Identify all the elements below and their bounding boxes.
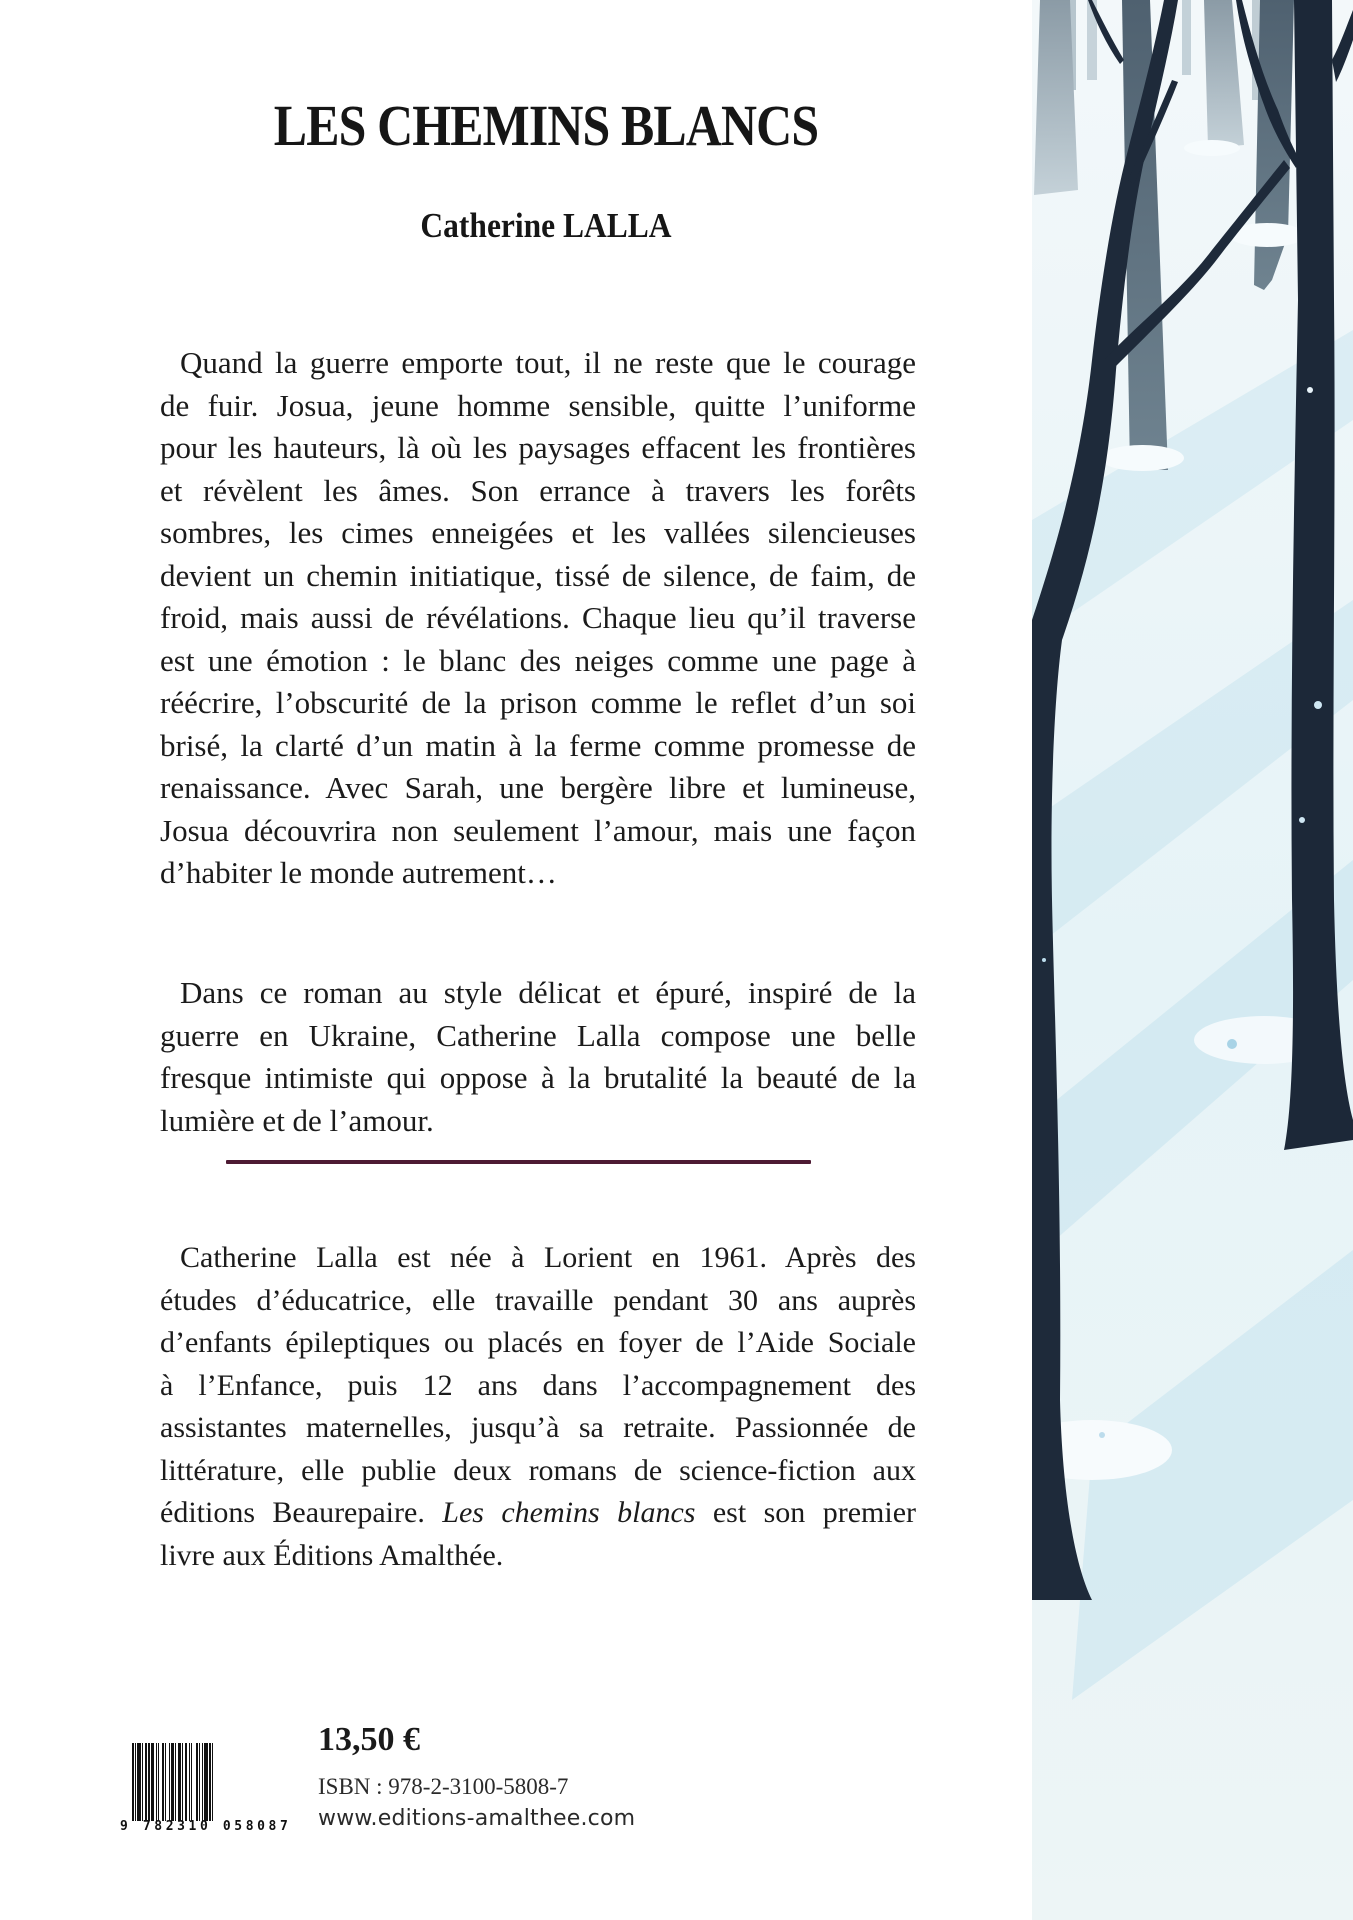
author-biography [160, 1237, 916, 1577]
text-line: d’enfants épileptiques ou placés en foyer de l’Aide Sociale [160, 1326, 916, 1359]
text-line: littérature, elle publie deux romans de science-fiction aux [160, 1453, 916, 1487]
isbn-barcode [120, 1743, 292, 1833]
text-line: et révèlent les âmes. Son errance à travers les forêts [160, 472, 916, 508]
text-line: d’habiter le monde autrement… [160, 855, 557, 890]
text-line: devient un chemin initiatique, tissé de silence, de faim, de [160, 557, 916, 593]
barcode-bars [132, 1743, 282, 1821]
text-line: est une émotion : le blanc des neiges comme une page à [160, 642, 916, 678]
text-line: lumière et de l’amour. [160, 1102, 434, 1138]
text-line: réécrire, l’obscurité de la prison comme le reflet d’un soi [160, 685, 916, 720]
text-segment: est son premier [695, 1496, 917, 1529]
book-author: Catherine LALLA [420, 206, 672, 245]
text-line: Quand la guerre emporte tout, il ne reste que le courage [180, 345, 916, 380]
text-line [160, 1492, 916, 1535]
text-line: de fuir. Josua, jeune homme sensible, quitte l’uniforme [160, 387, 916, 423]
barcode-bar [213, 1743, 215, 1821]
text-line: brisé, la clarté d’un matin à la ferme comme promesse de [160, 727, 916, 763]
isbn-number: ISBN : 978-2-3100-5808-7 [318, 1774, 569, 1799]
snowy-forest-illustration [1032, 0, 1353, 1920]
text-line: froid, mais aussi de révélations. Chaque lieu qu’il traverse [160, 600, 916, 635]
text-line: à l’Enfance, puis 12 ans dans l’accompagnement des [160, 1368, 916, 1402]
text-line: assistantes maternelles, jusqu’à sa retraite. Passionnée de [160, 1411, 916, 1444]
text-line: renaissance. Avec Sarah, une bergère libre et lumineuse, [160, 770, 916, 805]
text-line: sombres, les cimes enneigées et les vallées silencieuses [160, 515, 916, 550]
text-line: pour les hauteurs, là où les paysages effacent les frontières [160, 430, 916, 465]
text-line: Josua découvrira non seulement l’amour, mais une façon [160, 812, 916, 848]
synopsis-paragraph-1 [160, 342, 916, 895]
publisher-website[interactable]: www.editions-amalthee.com [318, 1806, 636, 1831]
text-line: études d’éducatrice, elle travaille pendant 30 ans auprès [160, 1283, 916, 1317]
text-line: guerre en Ukraine, Catherine Lalla compose une belle [160, 1017, 916, 1053]
section-divider [226, 1160, 811, 1164]
text-segment: éditions Beaurepaire. [160, 1496, 443, 1529]
synopsis-paragraph-2 [160, 972, 916, 1142]
book-title-italic: Les chemins blancs [442, 1496, 696, 1529]
forest-scene-icon [1032, 0, 1353, 1920]
barcode-digits: 9 782310 058087 [120, 1819, 292, 1834]
text-line: Dans ce roman au style délicat et épuré, inspiré de la [180, 975, 916, 1010]
text-line: Catherine Lalla est née à Lorient en 1961. Après des [180, 1241, 916, 1274]
book-title: LES CHEMINS BLANCS [273, 93, 819, 158]
text-line: livre aux Éditions Amalthée. [160, 1538, 504, 1572]
price: 13,50 € [318, 1721, 420, 1758]
text-line: fresque intimiste qui oppose à la brutalité la beauté de la [160, 1060, 916, 1095]
